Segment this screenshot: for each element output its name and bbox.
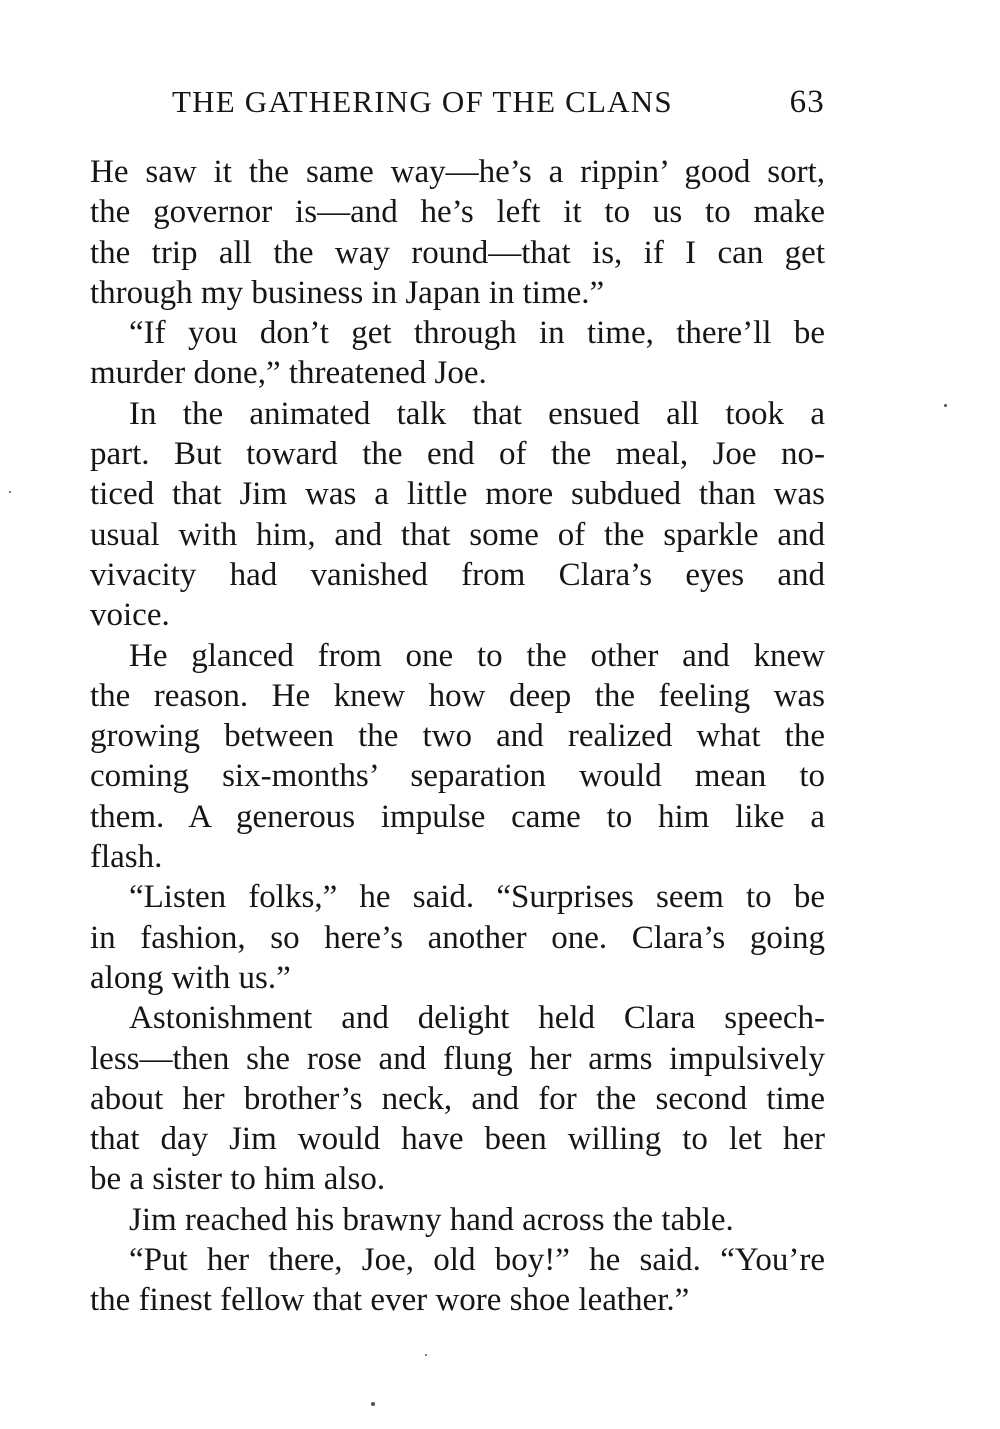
page-number: 63 (789, 84, 825, 120)
text-line: be a sister to him also. (90, 1161, 386, 1198)
scan-speck (944, 404, 947, 407)
text-line: along with us.” (90, 959, 291, 996)
text-line: In the animated talk that ensued all took a (129, 395, 825, 432)
text-line: that day Jim would have been willing to let her (90, 1121, 825, 1158)
scan-speck (9, 491, 11, 493)
text-line: Astonishment and delight held Clara speech- (129, 1000, 825, 1037)
text-line: about her brother’s neck, and for the second time (90, 1080, 825, 1117)
text-line: “Put her there, Joe, old boy!” he said. “You’re (129, 1242, 825, 1279)
text-line: part. But toward the end of the meal, Joe no- (90, 436, 825, 473)
text-line: flash. (90, 839, 163, 876)
text-line: vivacity had vanished from Clara’s eyes and (90, 556, 825, 593)
text-line: He glanced from one to the other and knew (129, 637, 825, 674)
text-line: the finest fellow that ever wore shoe leather.” (90, 1282, 690, 1319)
text-line: “If you don’t get through in time, there’ll be (129, 315, 825, 352)
text-line: Jim reached his brawny hand across the table. (129, 1201, 734, 1238)
body-text (90, 152, 825, 1321)
text-line: He saw it the same way—he’s a rippin’ good sort, (90, 154, 825, 190)
text-line: usual with him, and that some of the sparkle and (90, 516, 825, 553)
running-title: THE GATHERING OF THE CLANS (172, 84, 673, 119)
text-line: in fashion, so here’s another one. Clara’s going (90, 919, 825, 956)
text-line: growing between the two and realized what the (90, 718, 825, 755)
text-line: ticed that Jim was a little more subdued than was (90, 476, 825, 513)
text-line: murder done,” threatened Joe. (90, 355, 487, 392)
text-line: coming six-months’ separation would mean to (90, 758, 825, 795)
text-line: through my business in Japan in time.” (90, 274, 605, 311)
running-header (90, 84, 825, 128)
text-line: the trip all the way round—that is, if I can get (90, 234, 825, 271)
text-line: them. A generous impulse came to him like a (90, 798, 825, 835)
text-line: the governor is—and he’s left it to us to make (90, 194, 825, 231)
scan-speck (425, 1354, 427, 1356)
text-line: less—then she rose and flung her arms impulsively (90, 1040, 825, 1077)
text-line: the reason. He knew how deep the feeling was (90, 677, 825, 714)
text-line: “Listen folks,” he said. “Surprises seem to be (129, 879, 825, 916)
text-line: voice. (90, 597, 170, 634)
scan-speck (371, 1402, 375, 1406)
